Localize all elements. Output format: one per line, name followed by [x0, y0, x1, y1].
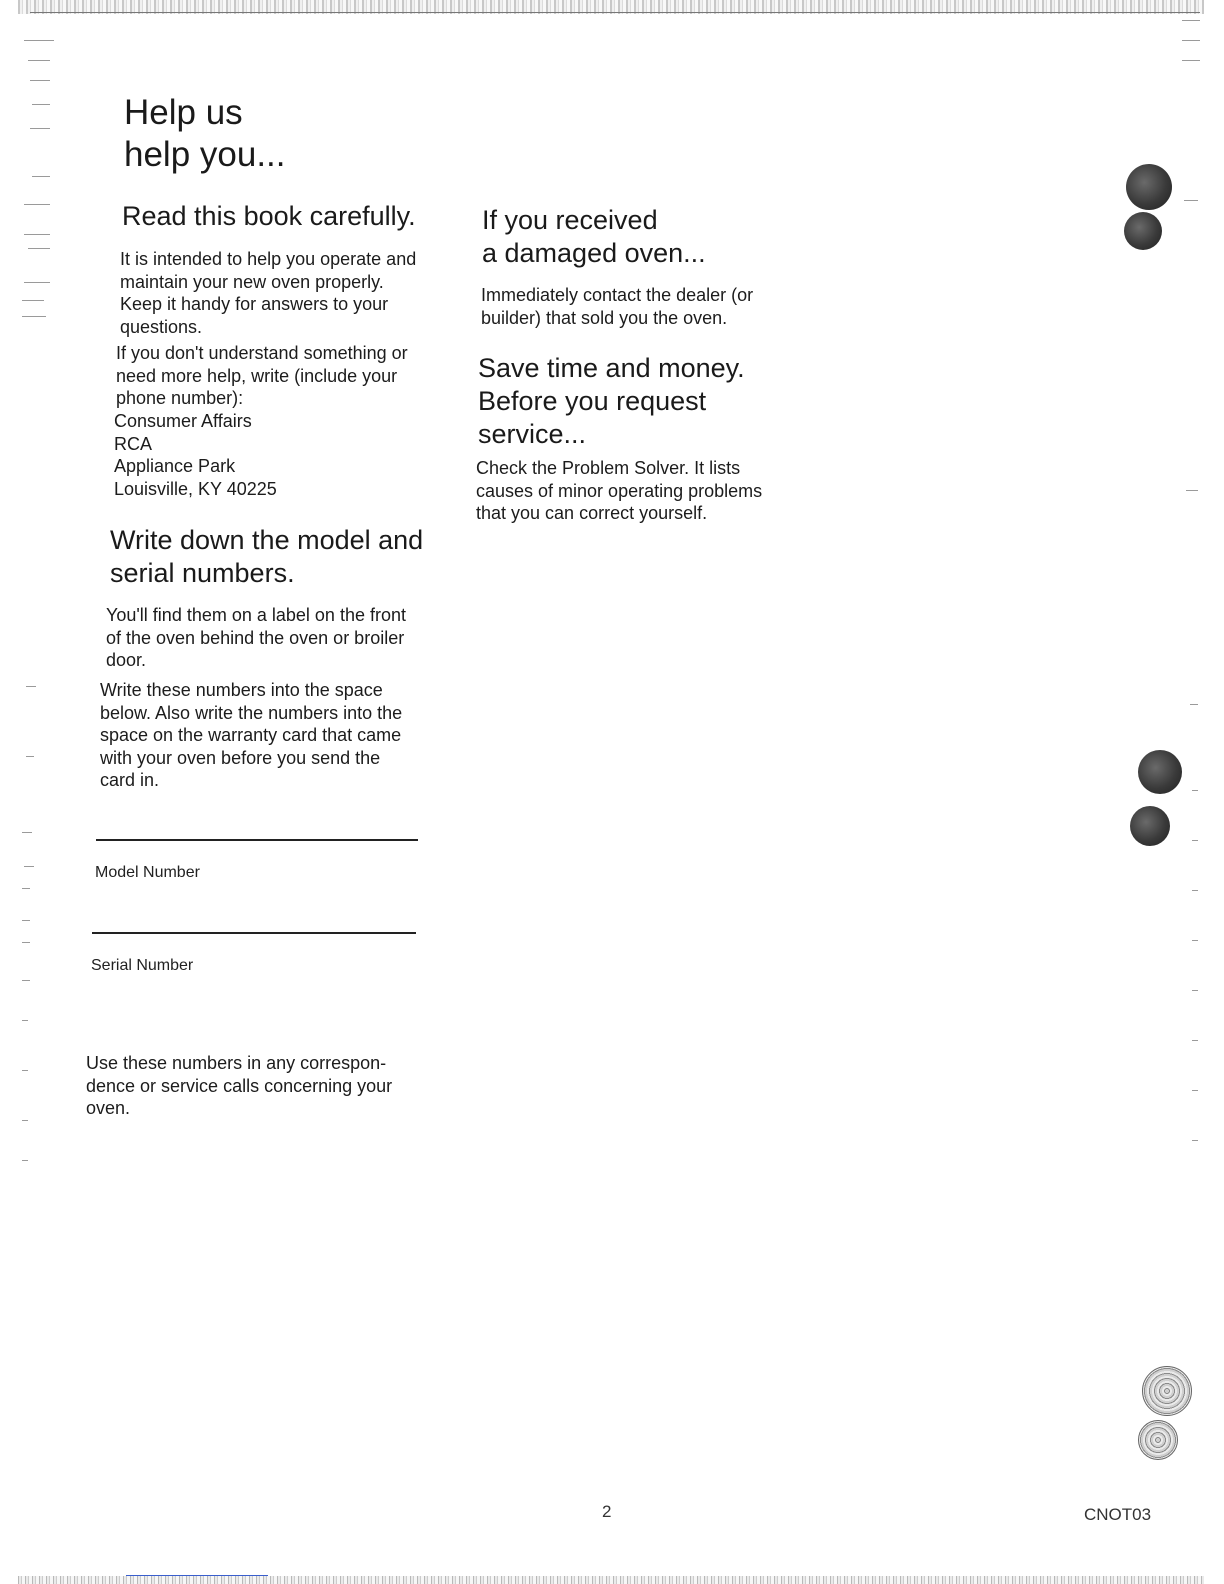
binder-hole	[1126, 164, 1172, 210]
write-numbers-paragraph: Write these numbers into the space below. Also write the numbers into the space on the warranty card that came with your oven before you send the card in.	[100, 680, 403, 790]
scan-left-margin	[18, 20, 58, 1180]
scan-right-margin	[1180, 20, 1204, 1200]
page-title: Help us help you...	[124, 93, 286, 174]
read-paragraph: It is intended to help you operate and maintain your new oven properly. Keep it handy for answers to your questions.	[120, 249, 417, 337]
binder-hole	[1138, 1420, 1178, 1460]
binder-hole	[1138, 750, 1182, 794]
help-paragraph: If you don't understand something or need more help, write (include your phone number):	[116, 343, 408, 408]
binder-hole	[1124, 212, 1162, 250]
serial-number-label: Serial Number	[91, 957, 194, 974]
document-code: CNOT03	[1084, 1505, 1152, 1524]
read-heading: Read this book carefully.	[122, 201, 416, 231]
page-number: 2	[602, 1502, 612, 1521]
usage-paragraph: Use these numbers in any correspon- dence or service calls concerning your oven.	[86, 1053, 393, 1118]
scan-bottom-mark	[126, 1575, 268, 1576]
damaged-paragraph: Immediately contact the dealer (or builder) that sold you the oven.	[481, 285, 754, 328]
label-location-paragraph: You'll find them on a label on the front of the oven behind the oven or broiler door.	[106, 605, 406, 670]
scan-top-rule	[30, 12, 1200, 13]
save-paragraph: Check the Problem Solver. It lists causes of minor operating problems that you can correct yourself.	[476, 458, 763, 523]
mailing-address: Consumer Affairs RCA Appliance Park Louisville, KY 40225	[114, 411, 277, 499]
binder-hole	[1130, 806, 1170, 846]
serial-number-line[interactable]	[92, 932, 416, 934]
save-heading: Save time and money. Before you request service...	[478, 353, 745, 449]
binder-hole	[1142, 1366, 1192, 1416]
write-heading: Write down the model and serial numbers.	[110, 525, 424, 588]
damaged-heading: If you received a damaged oven...	[482, 205, 706, 268]
model-number-label: Model Number	[95, 864, 200, 881]
scan-bottom-edge	[18, 1576, 1204, 1584]
model-number-line[interactable]	[96, 839, 418, 841]
